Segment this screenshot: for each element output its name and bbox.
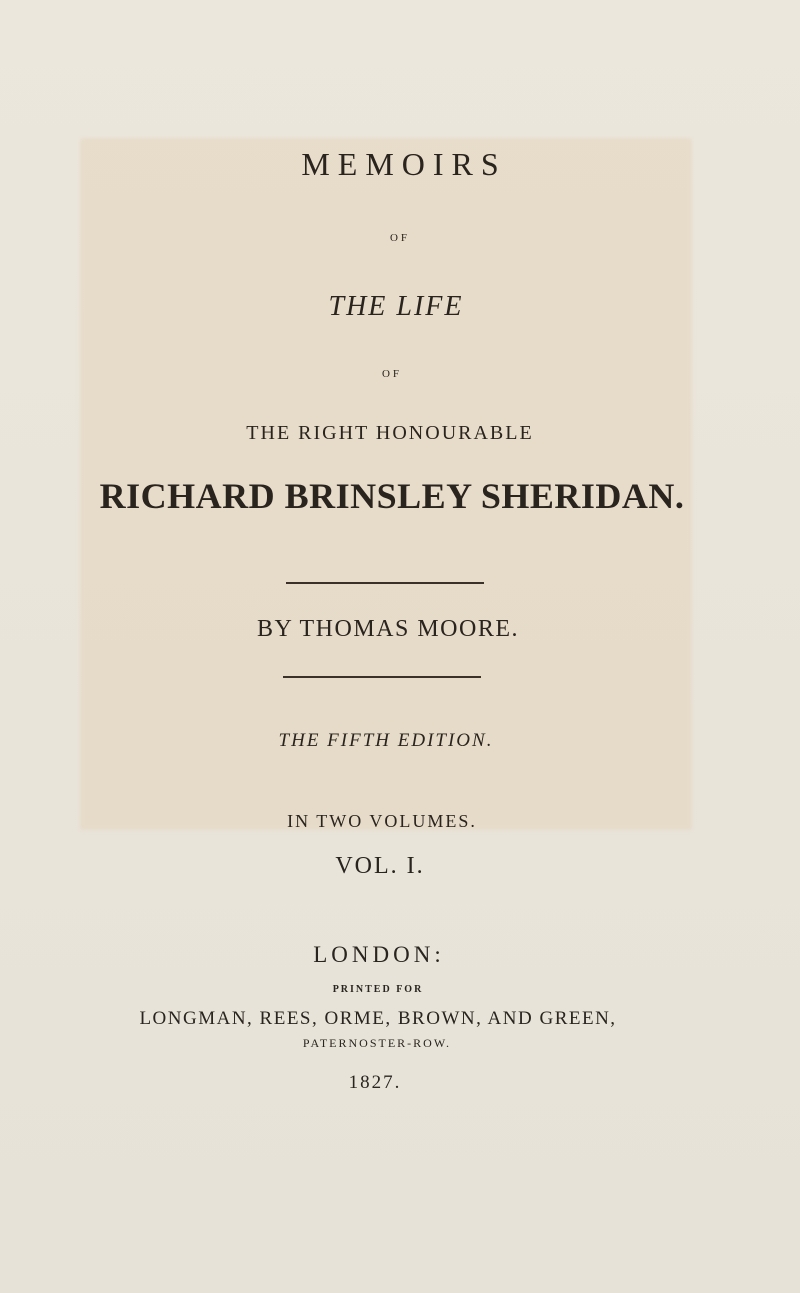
- rule-above-author: [286, 582, 484, 584]
- imprint-address: PATERNOSTER-ROW.: [302, 1036, 452, 1050]
- volumes-line: IN TWO VOLUMES.: [287, 811, 477, 831]
- edition-line: THE FIFTH EDITION.: [278, 730, 494, 751]
- book-subtitle: THE LIFE: [328, 291, 464, 322]
- imprint-year: 1827.: [348, 1072, 402, 1093]
- imprint-publishers: LONGMAN, REES, ORME, BROWN, AND GREEN,: [139, 1008, 617, 1029]
- book-title: MEMOIRS: [301, 146, 507, 182]
- subject-name: RICHARD BRINSLEY SHERIDAN.: [99, 476, 685, 516]
- connector-of-1: OF: [389, 232, 411, 244]
- imprint-city: LONDON:: [313, 942, 445, 967]
- connector-of-2: OF: [381, 368, 403, 380]
- rule-below-author: [283, 676, 481, 678]
- author-line: BY THOMAS MOORE.: [256, 616, 520, 642]
- imprint-printed-for: PRINTED FOR: [332, 984, 424, 995]
- volume-number: VOL. I.: [335, 853, 425, 879]
- honorific: THE RIGHT HONOURABLE: [246, 422, 534, 444]
